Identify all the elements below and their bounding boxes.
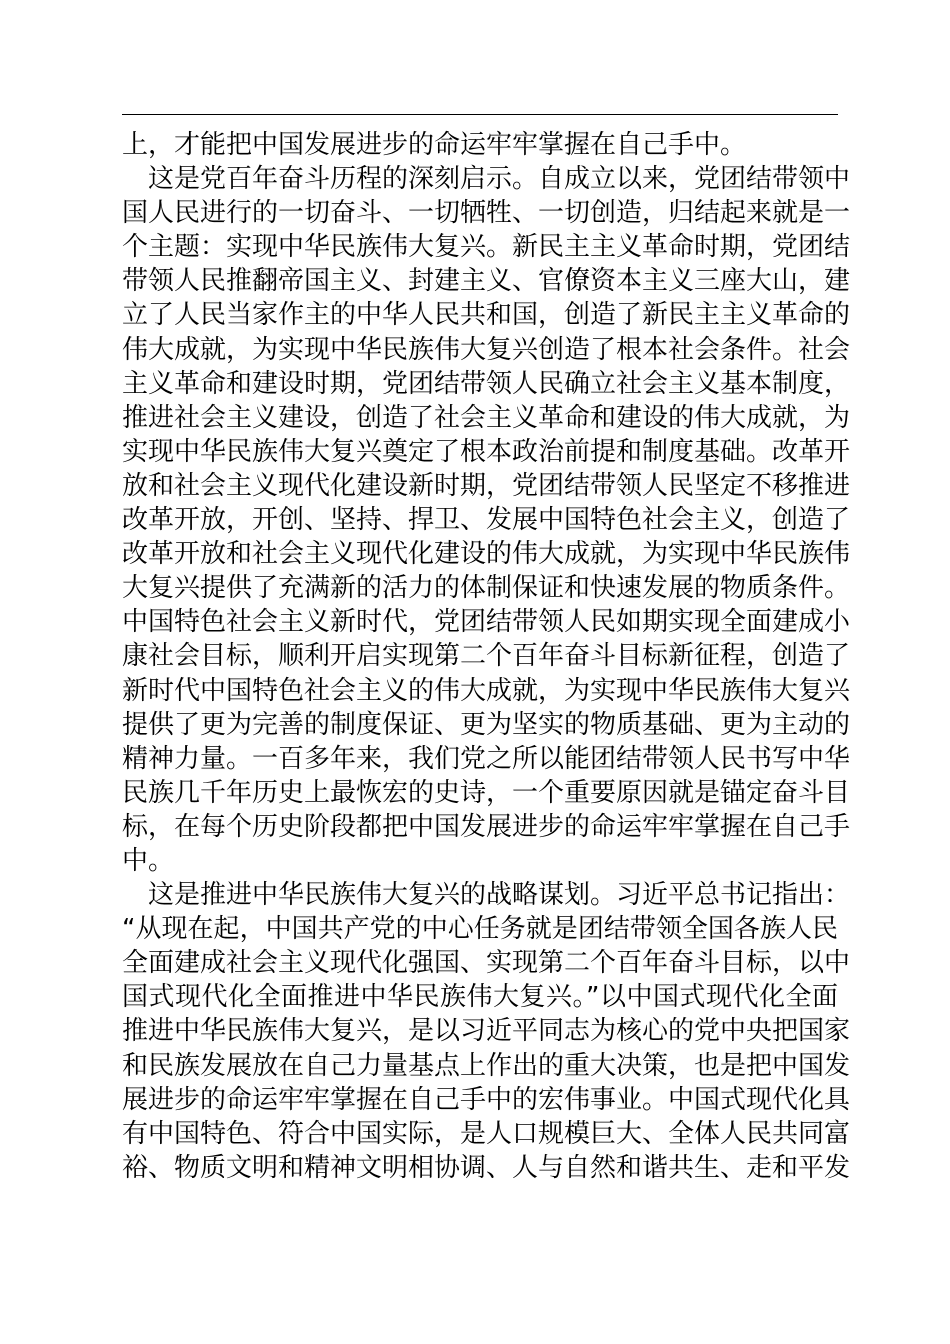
text-line: 带领人民推翻帝国主义、封建主义、官僚资本主义三座大山，建 [122, 266, 851, 297]
text-line: 国式现代化全面推进中华民族伟大复兴。”以中国式现代化全面 [122, 982, 838, 1013]
paragraph-para-struggle [122, 162, 851, 878]
text-line: 立了人民当家作主的中华人民共和国，创造了新民主主义革命的 [122, 300, 851, 331]
text-line: 这是党百年奋斗历程的深刻启示。自成立以来，党团结带领中 [148, 164, 851, 195]
text-line: 标，在每个历史阶段都把中国发展进步的命运牢牢掌握在自己手 [122, 811, 851, 842]
text-line: 推进中华民族伟大复兴，是以习近平同志为核心的党中央把国家 [122, 1016, 851, 1047]
text-line: 推进社会主义建设，创造了社会主义革命和建设的伟大成就，为 [122, 402, 851, 433]
text-line: 实现中华民族伟大复兴奠定了根本政治前提和制度基础。改革开 [122, 436, 851, 467]
text-line: 上，才能把中国发展进步的命运牢牢掌握在自己手中。 [122, 130, 747, 160]
text-line: 改革开放，开创、坚持、捍卫、发展中国特色社会主义，创造了 [122, 505, 851, 536]
paragraph-continuation [122, 128, 838, 162]
text-line: 康社会目标，顺利开启实现第二个百年奋斗目标新征程，创造了 [122, 641, 851, 672]
paragraph-para-strategy [122, 878, 851, 1185]
text-line: 裕、物质文明和精神文明相协调、人与自然和谐共生、走和平发 [122, 1152, 851, 1183]
text-line: 中国特色社会主义新时代，党团结带领人民如期实现全面建成小 [122, 607, 851, 638]
text-line: 民族几千年历史上最恢宏的史诗，一个重要原因就是锚定奋斗目 [122, 777, 851, 808]
text-line: 主义革命和建设时期，党团结带领人民确立社会主义基本制度， [122, 368, 851, 399]
text-line: 展进步的命运牢牢掌握在自己手中的宏伟事业。中国式现代化具 [122, 1084, 851, 1115]
text-line: 放和社会主义现代化建设新时期，党团结带领人民坚定不移推进 [122, 470, 851, 501]
text-line: 新时代中国特色社会主义的伟大成就，为实现中华民族伟大复兴 [122, 675, 851, 706]
text-line: 全面建成社会主义现代化强国、实现第二个百年奋斗目标，以中 [122, 948, 851, 979]
text-line: 提供了更为完善的制度保证、更为坚实的物质基础、更为主动的 [122, 709, 851, 740]
text-line: “从现在起，中国共产党的中心任务就是团结带领全国各族人民 [122, 914, 838, 945]
text-line: 中。 [122, 845, 175, 876]
text-line: 伟大成就，为实现中华民族伟大复兴创造了根本社会条件。社会 [122, 334, 851, 365]
document-body [122, 128, 851, 1185]
text-line: 有中国特色、符合中国实际，是人口规模巨大、全体人民共同富 [122, 1118, 851, 1149]
text-line: 这是推进中华民族伟大复兴的战略谋划。习近平总书记指出： [148, 880, 851, 911]
text-line: 和民族发展放在自己力量基点上作出的重大决策，也是把中国发 [122, 1050, 851, 1081]
text-line: 大复兴提供了充满新的活力的体制保证和快速发展的物质条件。 [122, 573, 851, 604]
text-line: 个主题：实现中华民族伟大复兴。新民主主义革命时期，党团结 [122, 232, 851, 263]
text-line: 国人民进行的一切奋斗、一切牺牲、一切创造，归结起来就是一 [122, 198, 851, 229]
header-rule [122, 114, 838, 115]
text-line: 改革开放和社会主义现代化建设的伟大成就，为实现中华民族伟 [122, 539, 851, 570]
text-line: 精神力量。一百多年来，我们党之所以能团结带领人民书写中华 [122, 743, 851, 774]
